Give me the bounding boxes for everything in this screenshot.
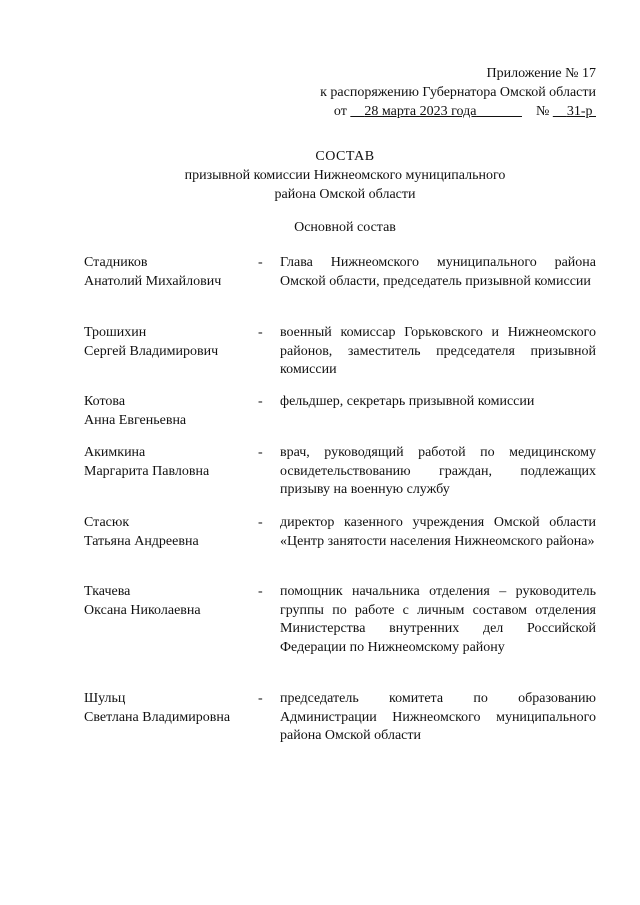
member-surname: Трошихин — [84, 325, 147, 340]
member-name — [84, 514, 254, 551]
member-given-names: Сергей Владимирович — [84, 343, 219, 359]
member-given-names: Светлана Владимировна — [84, 709, 231, 725]
dash-separator: - — [258, 515, 263, 530]
member-name — [84, 393, 254, 430]
appendix-header — [320, 64, 596, 121]
appendix-reference: к распоряжению Губернатора Омской области — [320, 85, 596, 100]
dash-separator: - — [258, 445, 263, 460]
title-line-3: района Омской области — [274, 187, 416, 202]
member-role: фельдшер, секретарь призывной комиссии — [280, 394, 535, 409]
member-surname: Шульц — [84, 691, 126, 706]
appendix-date-line — [320, 102, 596, 121]
member-role: директор казенного учреждения Омской области «Центр занятости населения Нижнеомского района» — [280, 515, 596, 549]
member-name — [84, 690, 254, 727]
member-given-names: Анатолий Михайлович — [84, 273, 222, 289]
member-name — [84, 254, 254, 291]
member-surname: Котова — [84, 394, 126, 409]
title-line-2: призывной комиссии Нижнеомского муниципального — [184, 168, 506, 183]
number-label: № — [535, 104, 550, 119]
dash-separator: - — [258, 691, 263, 706]
dash-separator: - — [258, 394, 263, 409]
member-role: председатель комитета по образованию Администрации Нижнеомского муниципального района Омской области — [280, 691, 596, 743]
member-role: помощник начальника отделения – руководитель группы по работе с личным составом отделения Министерства внутренних дел Российской Федерации по Нижнеомскому району — [280, 584, 596, 655]
member-role: военный комиссар Горьковского и Нижнеомского районов, заместитель председателя призывной комиссии — [280, 325, 596, 377]
member-given-names: Татьяна Андреевна — [84, 533, 199, 549]
member-given-names: Анна Евгеньевна — [84, 412, 187, 428]
member-surname: Ткачева — [84, 584, 131, 599]
order-date: 28 марта 2023 года — [364, 104, 477, 119]
date-prefix: от — [333, 104, 347, 119]
title-line-1: СОСТАВ — [315, 149, 375, 164]
order-number: 31-р — [566, 104, 593, 119]
member-surname: Акимкина — [84, 445, 146, 460]
dash-separator: - — [258, 584, 263, 599]
member-role: Глава Нижнеомского муниципального района Омской области, председатель призывной комиссии — [280, 255, 596, 289]
document-title — [0, 147, 640, 204]
dash-separator: - — [258, 325, 263, 340]
member-name — [84, 583, 254, 620]
member-name — [84, 444, 254, 481]
member-surname: Стасюк — [84, 515, 130, 530]
dash-separator: - — [258, 255, 263, 270]
member-given-names: Маргарита Павловна — [84, 463, 210, 479]
section-subtitle: Основной состав — [294, 220, 396, 235]
member-name — [84, 324, 254, 361]
member-role: врач, руководящий работой по медицинскому освидетельствованию граждан, подлежащих призыву на военную службу — [280, 445, 596, 497]
member-surname: Стадников — [84, 255, 148, 270]
member-given-names: Оксана Николаевна — [84, 602, 201, 618]
appendix-number: Приложение № 17 — [486, 66, 596, 81]
